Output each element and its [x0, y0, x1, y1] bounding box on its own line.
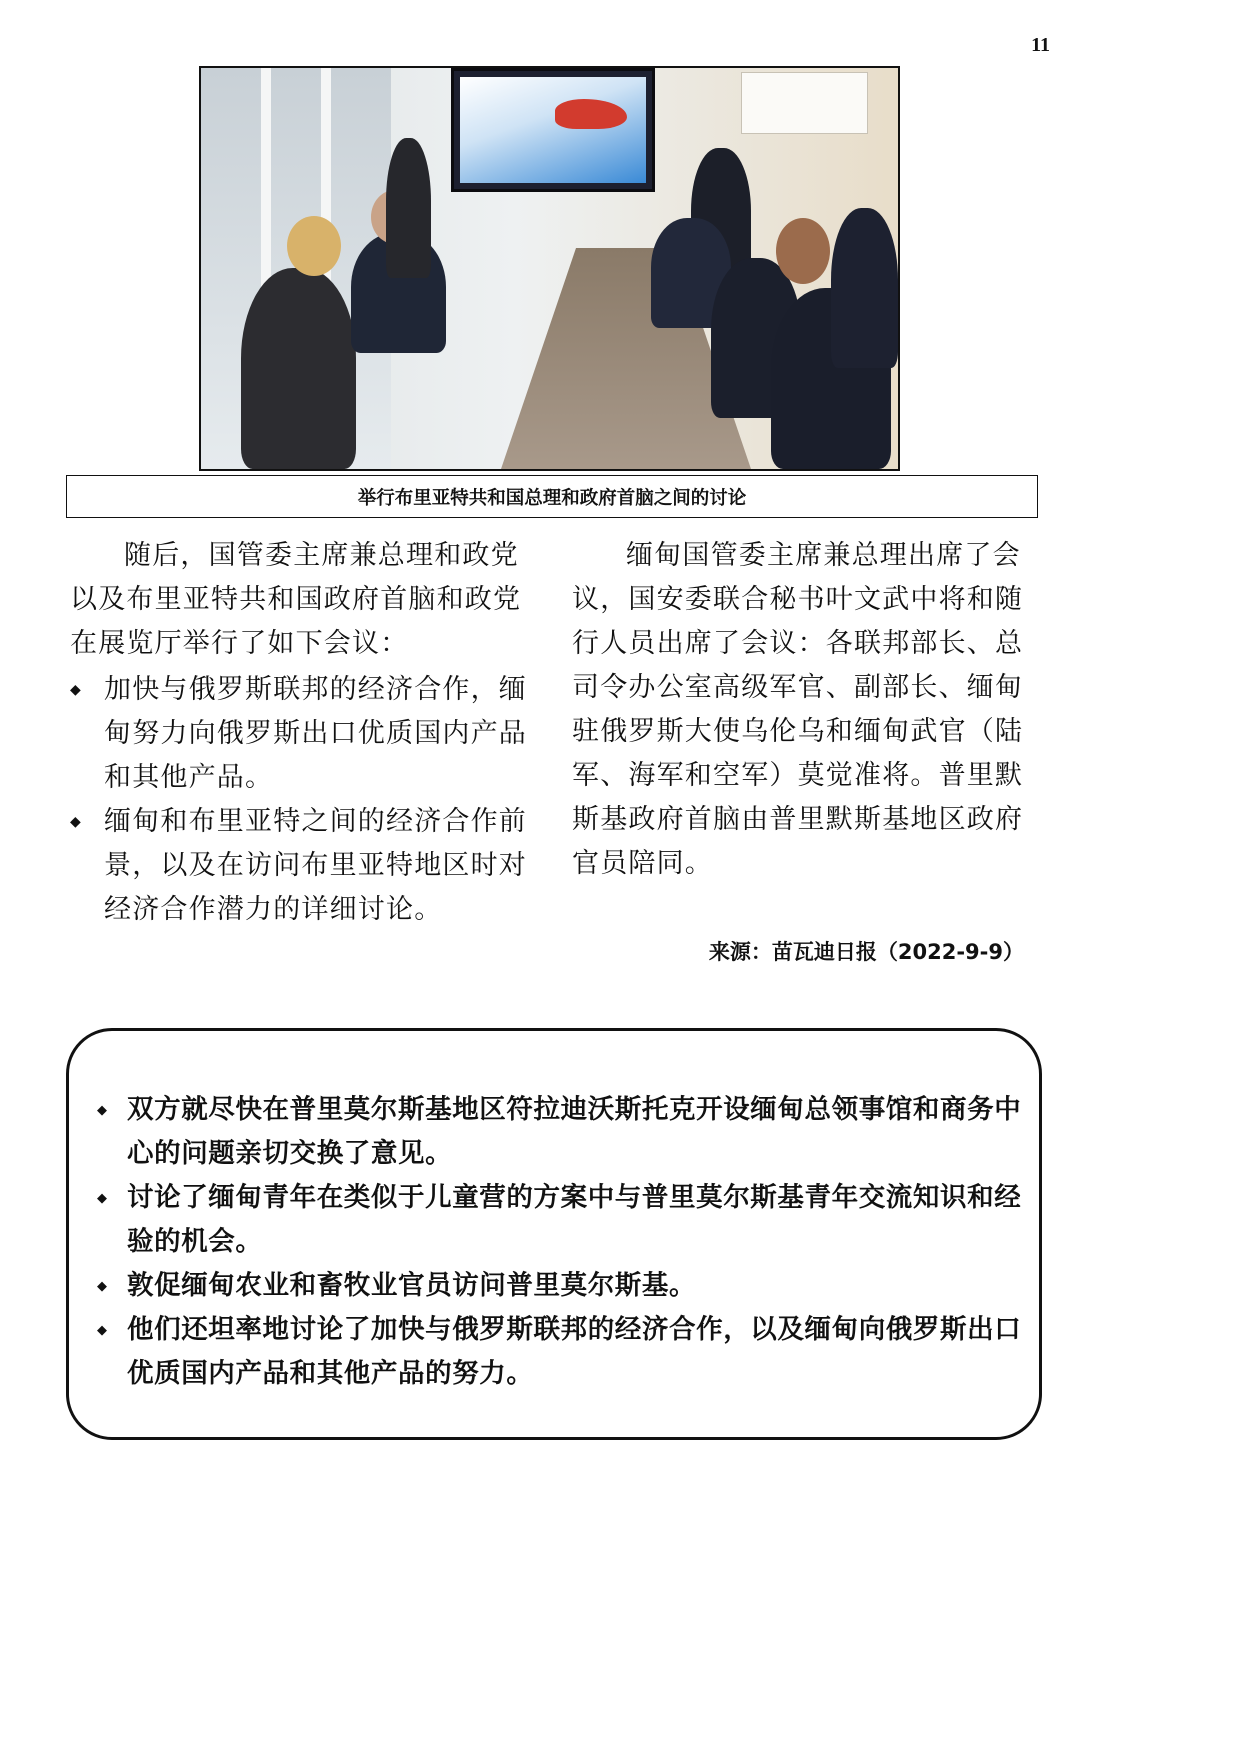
bullet-diamond-icon: ◆ [97, 1279, 108, 1294]
bullet-diamond-icon: ◆ [70, 814, 82, 830]
summary-text: 讨论了缅甸青年在类似于儿童营的方案中与普里莫尔斯基青年交流知识和经验的机会。 [127, 1182, 1022, 1257]
summary-text: 双方就尽快在普里莫尔斯基地区符拉迪沃斯托克开设缅甸总领事馆和商务中心的问题亲切交换了意见。 [127, 1094, 1022, 1169]
list-item [70, 668, 540, 800]
page-number: 11 [1031, 34, 1050, 56]
helicopter-image [555, 99, 627, 129]
article-bullet-list [70, 668, 540, 932]
photo-wall-poster [741, 72, 868, 134]
photo-screen-content [460, 77, 646, 183]
bullet-diamond-icon: ◆ [97, 1191, 108, 1206]
photo-person [241, 268, 356, 469]
list-item [97, 1176, 1025, 1264]
photo-display-screen [451, 68, 655, 192]
list-item [97, 1308, 1025, 1396]
list-item [97, 1088, 1025, 1176]
photo-person-head [776, 218, 830, 284]
bullet-text: 缅甸和布里亚特之间的经济合作前景，以及在访问布里亚特地区时对经济合作潜力的详细讨论。 [104, 806, 527, 925]
source-citation: 来源：苗瓦迪日报（2022-9-9） [708, 940, 1024, 964]
bullet-diamond-icon: ◆ [97, 1103, 108, 1118]
summary-list [97, 1088, 1025, 1396]
article-right-column [572, 534, 1040, 886]
photo-caption: 举行布里亚特共和国总理和政府首脑之间的讨论 [66, 475, 1038, 518]
photo-person [386, 138, 431, 278]
meeting-photo [199, 66, 900, 471]
intro-paragraph: 随后，国管委主席兼总理和政党以及布里亚特共和国政府首脑和政党在展览厅举行了如下会议： [70, 540, 522, 659]
summary-box [66, 1028, 1042, 1440]
bullet-diamond-icon: ◆ [97, 1323, 108, 1338]
photo-person [831, 208, 898, 368]
photo-person-head [287, 216, 341, 276]
bullet-diamond-icon: ◆ [70, 682, 82, 698]
summary-text: 敦促缅甸农业和畜牧业官员访问普里莫尔斯基。 [127, 1270, 697, 1301]
list-item [70, 800, 540, 932]
list-item [97, 1264, 1025, 1308]
article-left-column [70, 534, 540, 932]
summary-text: 他们还坦率地讨论了加快与俄罗斯联邦的经济合作，以及缅甸向俄罗斯出口优质国内产品和其他产品的努力。 [127, 1314, 1022, 1389]
bullet-text: 加快与俄罗斯联邦的经济合作，缅甸努力向俄罗斯出口优质国内产品和其他产品。 [104, 674, 527, 793]
attendance-paragraph: 缅甸国管委主席兼总理出席了会议，国安委联合秘书叶文武中将和随行人员出席了会议：各联邦部长、总司令办公室高级军官、副部长、缅甸驻俄罗斯大使乌伦乌和缅甸武官（陆军、海军和空军）莫觉准将。普里默斯基政府首脑由普里默斯基地区政府官员陪同。 [572, 540, 1024, 879]
